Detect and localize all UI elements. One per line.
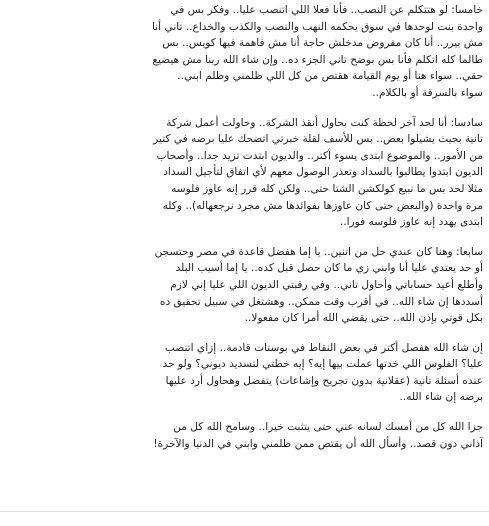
text-line: أو حد يعتدي عليا أنا وابني زي ما كان حصل قبل كده.. يا إما أسيب البلد: [175, 262, 483, 275]
text-line: وأطلع أعيد حساباتي وأحاول تاني.. وفي رقبتي الديون اللي عليا إني لازم: [170, 278, 483, 291]
text-line: بكل قوتي بإذن الله.. حتى يقضي الله أمرا كان مفعولا..: [244, 312, 483, 325]
text-line: الديون ابتدوا يطالبوا بالسداد وتعذر الوصول معهم لأي اتفاق لتأجيل السداد: [163, 166, 483, 179]
paragraph-closing: [14, 419, 483, 452]
text-line: إن شاء الله هفصل أكتر في بعض النقاط في بوستات قادمة.. إزاي اتنصب: [164, 341, 483, 354]
text-line: عنده أسئلة تانية (عقلانية بدون تجريح وإشاعات) يتفضل وهحاول أرد عليها: [165, 374, 483, 387]
text-line: حقي.. سواء هنا أو يوم القيامة هقتص من كل اللي ظلمني وظلم ابني..: [177, 70, 483, 83]
text-line: تانية بحيث يشيلوا بعض.. بس للأسف لقلة خبرتي اتضحك عليا برضه في كتير: [153, 133, 483, 146]
paragraph-fifth: [14, 2, 483, 102]
text-line: جزا الله كل من أمسك لسانه عني حتى يتثبت خيرا.. وسامح الله كل من: [173, 421, 483, 434]
text-line: مش بيرر.. أنا كان مفروض مدخلش حاجة أنا مش فاهمة فيها كويس.. بس: [162, 37, 483, 50]
text-line: خامسا: لو هتتكلم عن النصب.. فأنا فعلا اللي اتنصب عليا.. وفكر بس في: [170, 4, 483, 16]
post-action-bar: [0, 511, 489, 526]
text-line: عليا؟ الفلوس اللي خدتها عملت بيها إيه؟ إيه خطتي لتسديد ديوني؟ ولو حد: [162, 358, 483, 371]
text-line: ابتدى يهدد إنه عاوز فلوسه فورا..: [339, 216, 483, 229]
paragraph-seventh: [14, 244, 483, 327]
paragraph-sixth: [14, 115, 483, 231]
text-line: مثلا لحد بس ما نبيع كولكشن الشتا حتى.. ولكن كله قرر إنه عاوز فلوسه: [171, 182, 483, 195]
paragraph-upcoming-posts: [14, 340, 483, 406]
text-line: واحدة بنت لوحدها في سوق يحكمه النهب والنصب والكذب والخداع.. تاني أنا: [152, 20, 483, 33]
text-line: مرة واحدة (والبعض حتى كان عاوزها بفوائدها مش مجرد نرجعهاله).. وكله: [162, 199, 483, 212]
text-line: سابعا: وهنا كان عندي حل من اتنين.. يا إما هفضل قاعدة في مصر وحتسجن: [154, 245, 483, 258]
text-line: برضه إن شاء الله..: [399, 391, 483, 404]
text-line: آذاني دون قصد.. وأسأل الله أن يقتص ممن ظلمني وابني في الدنيا والآخرة!: [153, 437, 483, 450]
text-line: طالما كله اتكلم فأنا بس بوضح تاني الجزء ده.. وإن شاء الله ربنا مش هيضيع: [152, 53, 483, 66]
text-line: من الأمور.. والموضوع ابتدى يسوء أكتر.. والديون ابتدت تزيد جدا.. وأصحاب: [156, 149, 483, 162]
text-line: أسددها إن شاء الله.. في أقرب وقت ممكن.. وهشتغل في سبيل تحقيق ده: [159, 295, 483, 308]
text-line: سواء بالسرقة أو بالكلام..: [372, 86, 483, 99]
text-line: سادسا: أنا لحد آخر لحظة كنت بحاول أنقذ الشركة.. وحاولت أعمل شركة: [166, 116, 483, 129]
